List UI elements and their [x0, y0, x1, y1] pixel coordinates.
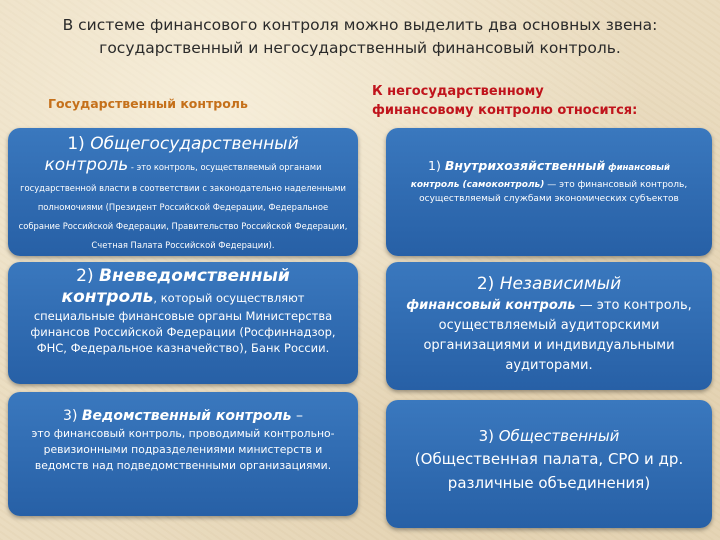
departmental-control-box — [8, 392, 358, 516]
item-title: Независимый — [499, 274, 622, 294]
item-description: — это контроль, осуществляемый аудиторскими организациями и индивидуальными аудиторами. — [423, 298, 692, 373]
item-number: 3) — [478, 427, 499, 445]
internal-control-title — [398, 156, 700, 178]
internal-control-box — [386, 128, 712, 256]
general-state-control-body — [16, 155, 350, 252]
item-description: - это контроль, осуществляемый органами государственной власти в соответствии с законодательно наделенными полномочиями (Президент Российской Федерации, Федеральное собрание Российской Федерации, Правительство Российской Федерации, Счетная Палата Российской Федерации). — [18, 162, 348, 250]
nonstate-heading-line-1: К негосударственному — [372, 84, 544, 99]
public-control-box — [386, 400, 712, 528]
item-subtitle: финансовый контроль — [406, 298, 576, 313]
item-title: Вневедомственный — [99, 266, 290, 286]
item-number: 2) — [476, 274, 500, 294]
departmental-title — [22, 406, 344, 426]
independent-control-title — [398, 272, 700, 296]
item-description-lead: , который осуществляют — [153, 291, 305, 305]
item-number: 1) — [67, 134, 91, 154]
item-description: (Общественная палата, СРО и др. различные объединения) — [414, 450, 684, 492]
title-line-2: государственный и негосударственный финансовый контроль. — [99, 39, 621, 57]
item-number: 2) — [76, 266, 100, 286]
item-title: Общегосударственный — [90, 134, 299, 154]
extra-departmental-title-line1 — [18, 266, 348, 287]
state-control-heading: Государственный контроль — [48, 96, 248, 111]
item-description: — это финансовый контроль, осуществляемый службами экономических субъектов — [419, 180, 688, 204]
item-title: Общественный — [498, 427, 620, 445]
extra-departmental-control-box — [8, 262, 358, 384]
nonstate-heading-line-2: финансовому контролю относится: — [372, 103, 638, 118]
item-title: Внутрихозяйственный — [444, 158, 606, 173]
slide-title — [30, 14, 690, 60]
internal-control-body — [398, 178, 700, 206]
item-title-tail: финансовый — [605, 163, 670, 173]
general-state-control-title-line1 — [16, 134, 350, 155]
item-dash: – — [291, 408, 303, 424]
item-description: специальные финансовые органы Министерства финансов Российской Федерации (Росфиннадзор, ФНС, Федеральное казначейство), Банк России. — [30, 309, 336, 355]
item-number: 1) — [428, 158, 445, 173]
title-line-1: В системе финансового контроля можно выделить два основных звена: — [62, 16, 658, 34]
independent-control-box — [386, 262, 712, 390]
nonstate-control-heading — [372, 82, 702, 120]
item-title-continued: контроль — [44, 155, 129, 175]
item-number: 3) — [63, 408, 82, 424]
extra-departmental-title-line2 — [18, 287, 348, 308]
public-control-title — [396, 426, 702, 447]
item-subtitle: контроль (самоконтроль) — [410, 180, 545, 190]
general-state-control-box — [8, 128, 358, 256]
item-title: Ведомственный контроль — [81, 408, 292, 424]
independent-control-body — [398, 296, 700, 376]
item-description: это финансовый контроль, проводимый контрольно-ревизионными подразделениями министерств и ведомств над подведомственными организациями. — [31, 427, 335, 472]
item-title-continued: контроль — [61, 287, 154, 307]
